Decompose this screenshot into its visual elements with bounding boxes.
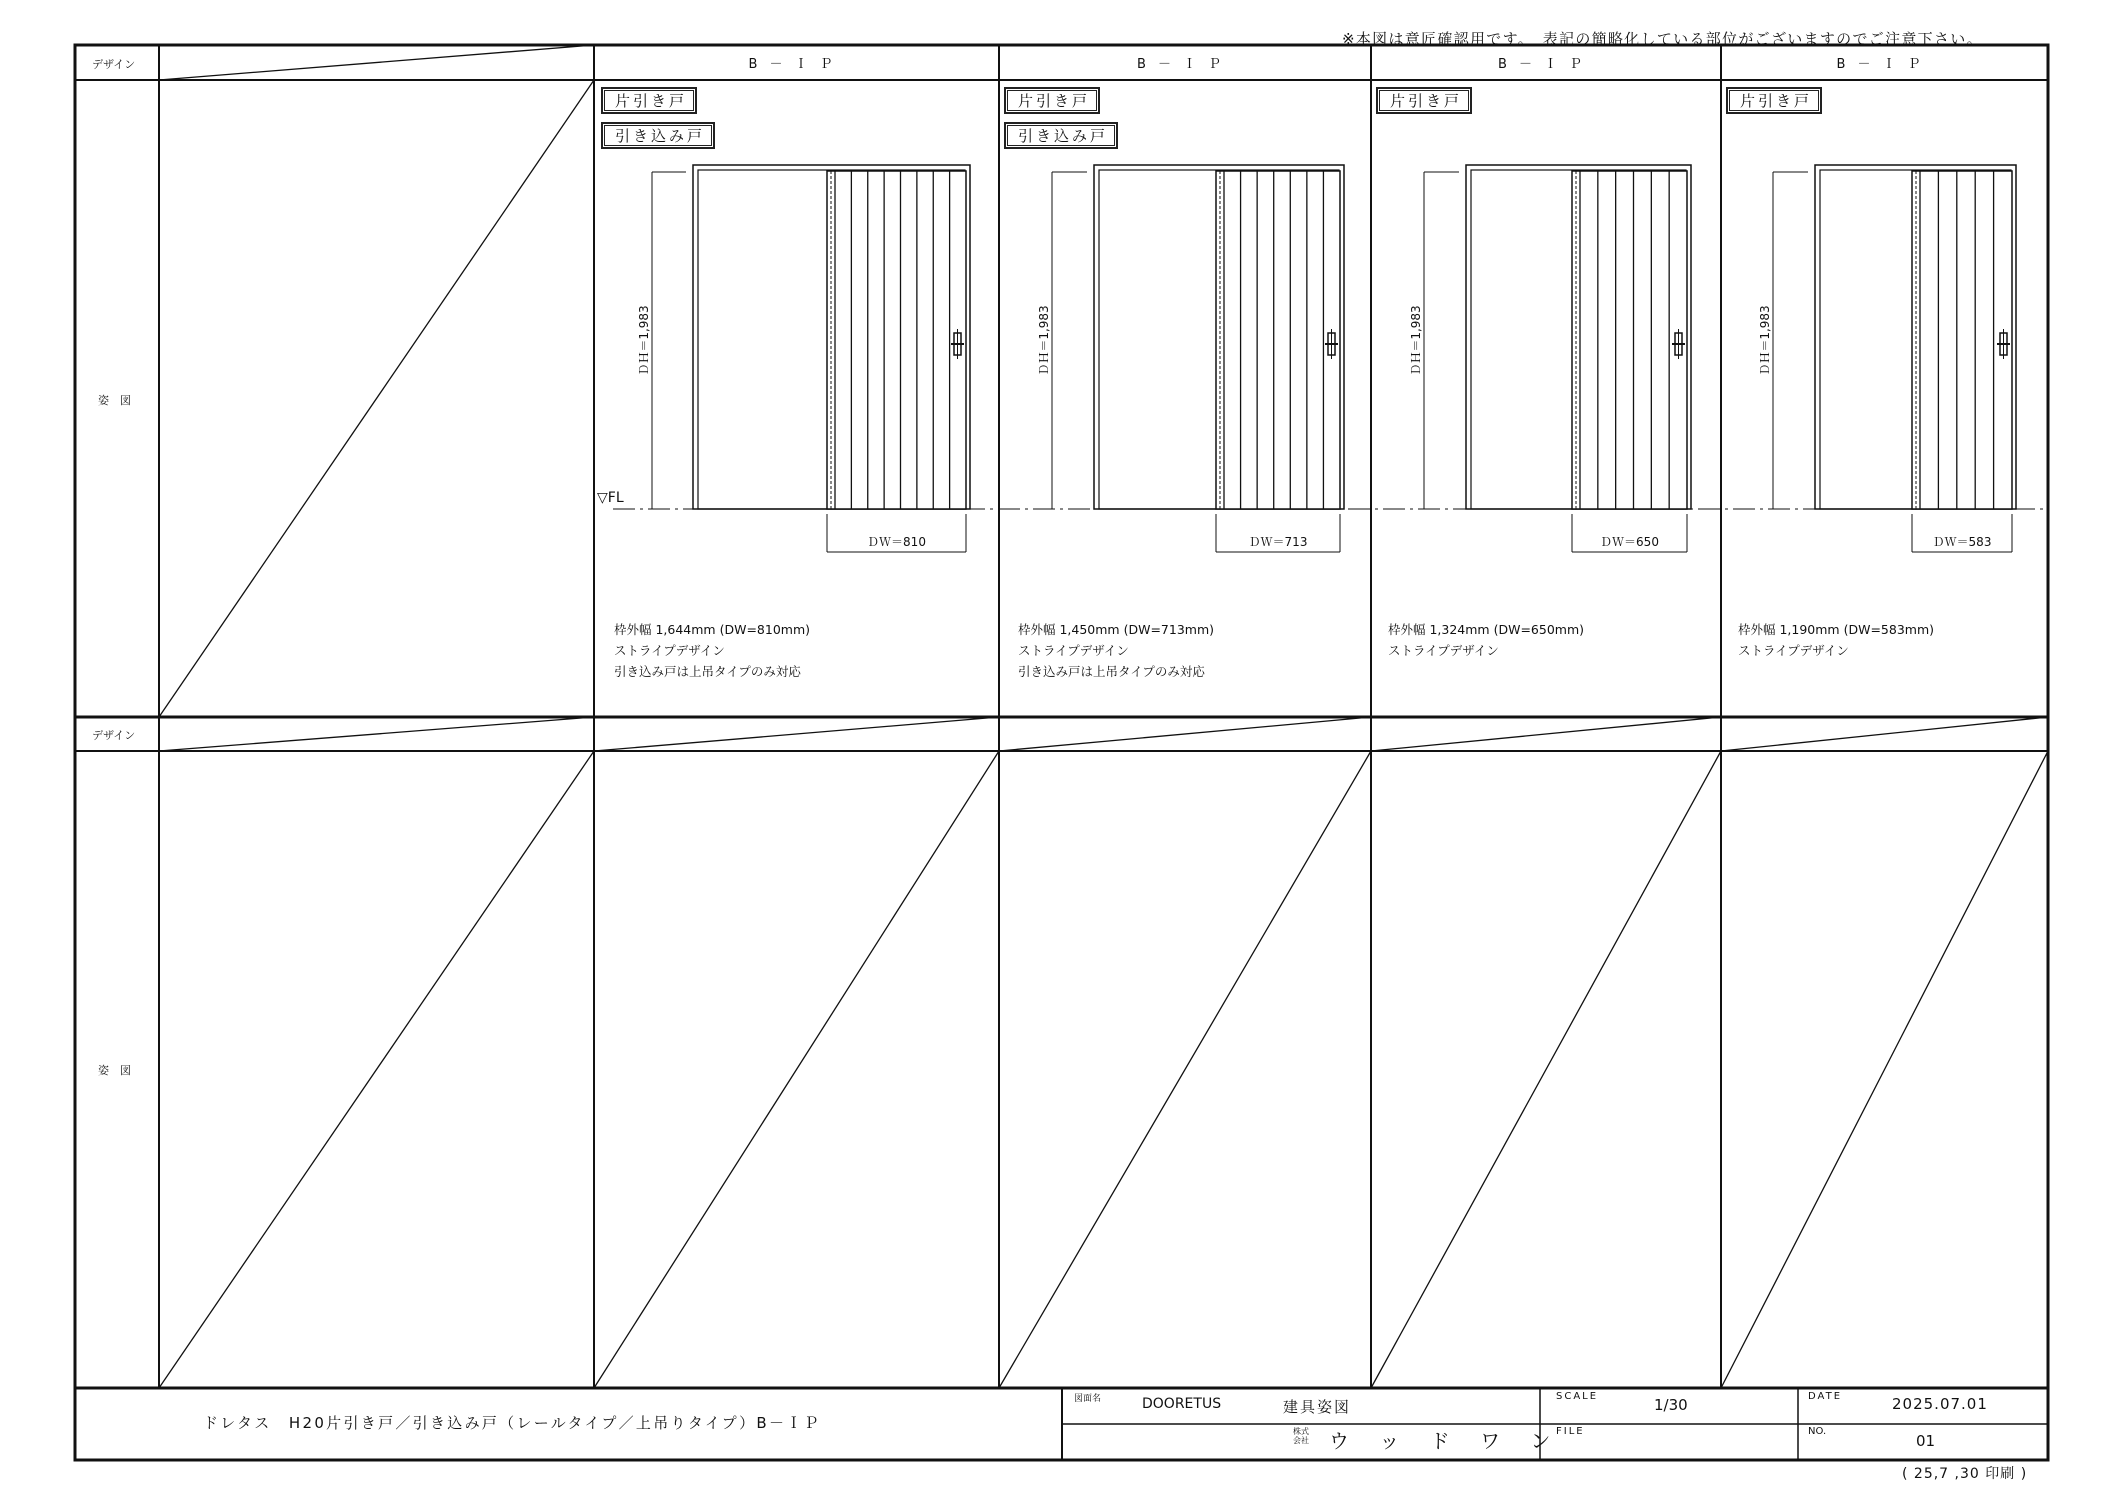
door-elevation	[1037, 165, 1344, 552]
empty-cell-diagonal	[594, 717, 999, 751]
height-dimension-label: ＤＨ＝1,983	[1409, 305, 1423, 376]
row-label-design: デザイン	[92, 58, 136, 71]
frame-width-note: 枠外幅 1,190mm (DW=583mm)	[1738, 622, 1935, 637]
door-elevation	[637, 165, 970, 552]
door-elevation	[1758, 165, 2016, 552]
pocket-door-tag: 引き込み戸	[601, 122, 715, 149]
empty-cell-diagonal	[159, 45, 594, 80]
empty-cell-diagonal	[1371, 751, 1721, 1388]
company-prefix: 株式 会社	[1293, 1427, 1309, 1445]
column-header-2: B－ＩＰ	[1137, 57, 1233, 72]
door-elevation	[1409, 165, 1691, 552]
no-value: 01	[1916, 1432, 1936, 1450]
door-leaf	[1912, 171, 2012, 509]
column-header-4: B－ＩＰ	[1836, 57, 1933, 72]
no-label: NO.	[1808, 1426, 1827, 1437]
print-note: ( 25,7 ,30 印刷 )	[1902, 1466, 2028, 1482]
door-leaf	[827, 171, 966, 509]
empty-cell-diagonal	[594, 751, 999, 1388]
scale-value: 1/30	[1654, 1396, 1688, 1414]
drawing-name-label: 図面名	[1074, 1394, 1102, 1404]
file-label: FILE	[1556, 1426, 1585, 1437]
drawing-name-code: DOORETUS	[1142, 1396, 1222, 1412]
column-header-3: B－ＩＰ	[1498, 57, 1594, 72]
floor-level-label: ▽FL	[597, 490, 624, 506]
row-label-design: デザイン	[92, 729, 136, 742]
company-name: ウ ッ ド ワ ン	[1329, 1429, 1563, 1453]
spec-notes-3	[1388, 619, 1584, 661]
spec-notes-4	[1738, 619, 1934, 661]
sliding-door-tag: 片引き戸	[1376, 87, 1472, 114]
frame-width-note: 枠外幅 1,644mm (DW=810mm)	[614, 622, 811, 637]
pocket-door-tag: 引き込み戸	[1004, 122, 1118, 149]
width-dimension-label: ＤＷ＝583	[1932, 535, 1992, 549]
date-label: DATE	[1808, 1391, 1843, 1402]
height-dimension-label: ＤＨ＝1,983	[637, 305, 651, 376]
empty-cell-diagonal	[999, 717, 1371, 751]
spec-notes-2	[1018, 619, 1214, 682]
scale-label: SCALE	[1556, 1391, 1599, 1402]
design-type-note: ストライプデザイン	[1738, 643, 1849, 658]
date-value: 2025.07.01	[1892, 1395, 1988, 1413]
width-dimension-label: ＤＷ＝713	[1248, 535, 1308, 549]
width-dimension-label: ＤＷ＝810	[867, 535, 926, 549]
pocket-door-note: 引き込み戸は上吊タイプのみ対応	[614, 664, 801, 679]
design-type-note: ストライプデザイン	[1018, 643, 1129, 658]
empty-cell-diagonal	[999, 751, 1371, 1388]
empty-cell-diagonal	[159, 80, 594, 717]
product-title: ドレタス H20片引き戸／引き込み戸（レールタイプ／上吊りタイプ）B－ＩＰ	[203, 1414, 821, 1432]
empty-cell-diagonal	[159, 717, 594, 751]
door-leaf	[1216, 171, 1340, 509]
sliding-door-tag: 片引き戸	[1726, 87, 1822, 114]
notice-text: ※本図は意匠確認用です。 表記の簡略化している部位がございますのでご注意下さい。	[1342, 30, 1983, 48]
width-dimension-label: ＤＷ＝650	[1600, 535, 1659, 549]
height-dimension-label: ＤＨ＝1,983	[1758, 305, 1772, 376]
sliding-door-tag: 片引き戸	[1004, 87, 1100, 114]
empty-cell-diagonal	[1721, 751, 2048, 1388]
empty-cell-diagonal	[1371, 717, 1721, 751]
design-type-note: ストライプデザイン	[614, 643, 725, 658]
row-label-figure: 姿 図	[98, 1064, 131, 1077]
drawing-name: 建具姿図	[1283, 1398, 1352, 1416]
spec-notes-1	[614, 619, 810, 682]
row-label-figure: 姿 図	[98, 394, 131, 407]
sliding-door-tag: 片引き戸	[601, 87, 697, 114]
outer-frame	[75, 45, 2048, 1460]
height-dimension-label: ＤＨ＝1,983	[1037, 305, 1051, 376]
design-type-note: ストライプデザイン	[1388, 643, 1499, 658]
frame-width-note: 枠外幅 1,324mm (DW=650mm)	[1388, 622, 1585, 637]
frame-width-note: 枠外幅 1,450mm (DW=713mm)	[1018, 622, 1215, 637]
column-header-1: B－ＩＰ	[748, 57, 845, 72]
pocket-door-note: 引き込み戸は上吊タイプのみ対応	[1018, 664, 1205, 679]
empty-cell-diagonal	[1721, 717, 2048, 751]
empty-cell-diagonal	[159, 751, 594, 1388]
